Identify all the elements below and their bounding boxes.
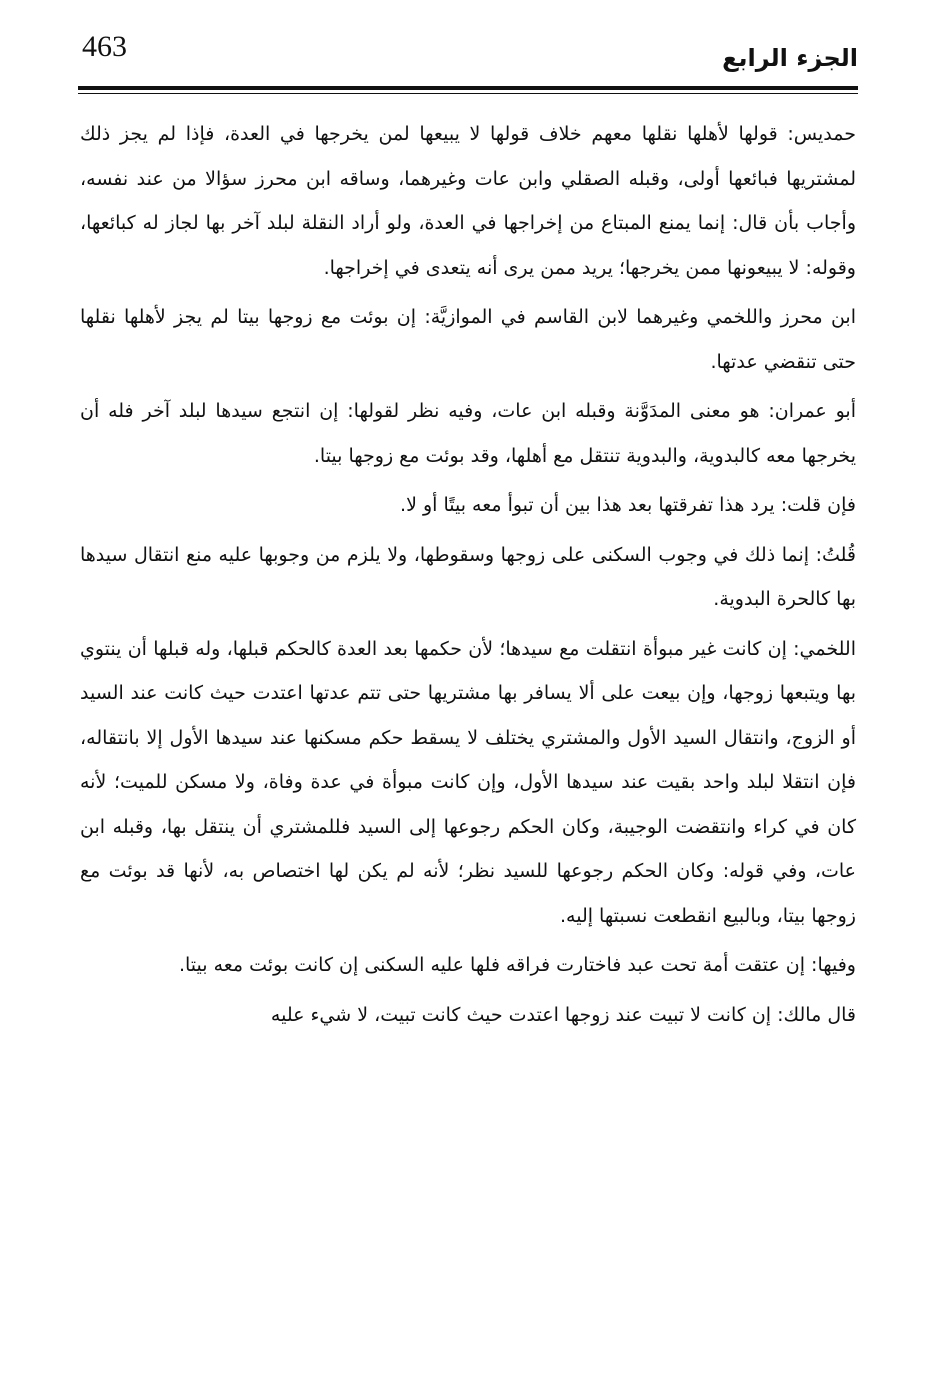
- running-title: الجزء الرابع: [722, 44, 858, 72]
- header-rule-thin: [78, 93, 858, 94]
- paragraph: اللخمي: إن كانت غير مبوأة انتقلت مع سيدها؛ لأن حكمها بعد العدة كالحكم قبلها، وله قبلها أن ينتوي بها ويتبعها زوجها، وإن بيعت على ألا يسافر بها مشتريها حتى تتم عدتها اعتدت حيث كانت عند السيد أو الزوج، وانتقال السيد الأول والمشتري يختلف لا يسقط حكم مسكنها عند سيدها الأول إلا بانتقاله، فإن انتقلا لبلد واحد بقيت عند سيدها الأول، وإن كانت مبوأة في عدة وفاة، ولا مسكن للميت؛ لأنه كان في كراء وانتقضت الوجيبة، وكان الحكم رجوعها إلى السيد فللمشتري أن ينتقل بها، وقبله ابن عات، وفي قوله: وكان الحكم رجوعها للسيد نظر؛ لأنه لم يكن لها اختصاص به، لأنها قد بوئت مع زوجها بيتا، وبالبيع انقطعت نسبتها إليه.: [80, 637, 856, 927]
- page-number: 463: [82, 30, 127, 63]
- paragraph: وفيها: إن عتقت أمة تحت عبد فاختارت فراقه فلها عليه السكنى إن كانت بوئت معه بيتا.: [178, 954, 856, 976]
- paragraph: قال مالك: إن كانت لا تبيت عند زوجها اعتدت حيث كانت تبيت، لا شيء عليه: [270, 1003, 856, 1026]
- paragraph: قُلتُ: إنما ذلك في وجوب السكنى على زوجها وسقوطها، ولا يلزم من وجوبها عليه منع انتقال سيدها بها كالحرة البدوية.: [80, 543, 856, 610]
- main-text: [80, 112, 856, 1042]
- header-rule-thick: [78, 86, 858, 90]
- paragraph: حمديس: قولها لأهلها نقلها معهم خلاف قولها لا يبيعها لمن يخرجها في العدة، فإذا لم يجز ذلك لمشتريها فبائعها أولى، وقبله الصقلي وابن عات وغيرهما، وساقه ابن محرز سؤالا من عند نفسه، وأجاب بأن قال: إنما يمنع المبتاع من إخراجها في العدة، ولو أراد النقلة لبلد آخر بها لجاز له كبائعها، وقوله: لا يبيعونها ممن يخرجها؛ يريد ممن يرى أنه يتعدى في إخراجها.: [80, 123, 856, 279]
- paragraph: أبو عمران: هو معنى المدَوَّنة وقبله ابن عات، وفيه نظر لقولها: إن انتجع سيدها لبلد آخر فله أن يخرجها معه كالبدوية، والبدوية تنتقل مع أهلها، وقد بوئت مع زوجها بيتا.: [80, 400, 856, 467]
- paragraph: فإن قلت: يرد هذا تفرقتها بعد هذا بين أن تبوأ معه بيتًا أو لا.: [400, 494, 856, 516]
- page-header: [78, 28, 858, 90]
- paragraph: ابن محرز واللخمي وغيرهما لابن القاسم في الموازيَّة: إن بوئت مع زوجها بيتا لم يجز لأهلها نقلها حتى تنقضي عدتها.: [80, 306, 856, 373]
